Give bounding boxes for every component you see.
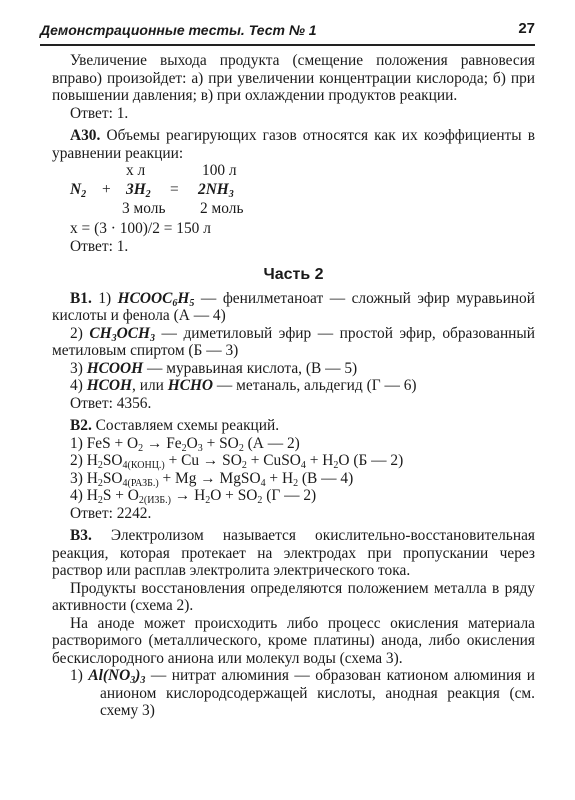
a29-answer: Ответ: 1. [70,104,129,122]
eq-h2: $3H_2$ [126,181,151,200]
b3-item-1: 1) $Al(NO_3)_3$ — нитрат алюминия — образован катионом алюминия и анионом кислородсодержащей кислоты, анодная реакция (см. схему 3) [70,667,535,719]
b1-formula-4b: HCHO [167,377,214,394]
b2-answer: Ответ: 2242. [70,504,152,522]
b3-paragraph-2: Продукты восстановления определяются положением металла в ряду активности (схема 2). [52,579,535,614]
eq-above-nh3: 100 л [202,162,237,179]
a30-answer: Ответ: 1. [70,237,129,255]
a29-text: Увеличение выхода продукта (смещение положения равновесия вправо) произойдет: а) при увеличении концентрации кислорода; б) при повышении давления; в) при охлаждении продуктов реакции. [52,52,535,104]
b1-formula-2: $CH_3OCH_3$ [89,324,155,344]
b3-formula-1: $Al(NO_3)_3$ [88,667,146,686]
b1-formula-1: $HCOOC_6H_5$ [117,289,195,309]
a30-calc: x = (3 · 100)/2 = 150 л [70,220,211,237]
a30-question [52,127,535,162]
b3-label: В3. [70,527,92,544]
b1-item-3: 3) HCOOH — муравьиная кислота, (В — 5) [70,359,358,377]
b1-item-1: В1. 1) $HCOOC_6H_5$ — фенилметаноат — сложный эфир муравьиной кислоты и фенола (А — 4) [52,289,535,324]
running-title: Демонстрационные тесты. Тест № 1 [40,22,317,38]
page-number: 27 [518,20,535,37]
part2-heading: Часть 2 [263,266,324,283]
b2-reaction-2: 2) $H_2SO_{4(КОНЦ.)} + Cu \to SO_2$ + CuSO$_4$ + $H_2O$ (Б — 2) [70,452,404,471]
b1-answer: Ответ: 4356. [70,394,152,412]
b1-item-4: 4) HCOH, или HCHO — метаналь, альдегид (Г — 6) [70,377,417,394]
b2-reaction-4: 4) $H_2S + O_{2(ИЗБ.)} \to H_2O + SO_2$ (Г — 2) [70,487,317,506]
b1-item-2: 2) $CH_3OCH_3$ — диметиловый эфир — простой эфир, образованный метиловым спиртом (Б — 3) [52,324,535,359]
page-content [52,52,535,720]
a30-equation [52,162,535,220]
b2-label: В2. [70,417,92,434]
b2-reaction-3: 3) $H_2SO_{4(РАЗБ.)} + Mg$ → MgSO$_4$ + $H_2$ (В — 4) [70,469,354,489]
eq-above-h2: x л [126,162,146,179]
page-header [40,20,535,46]
eq-equals: = [170,181,179,198]
eq-plus: + [102,181,111,198]
b1-label: В1. [70,289,92,307]
b3-paragraph-1: В3. Электролизом называется окислительно-восстановительная реакция, которая протекает на электродах при пропускании через раствор или расплав электролита электрического тока. [52,527,535,579]
b3-paragraph-3: На аноде может происходить либо процесс окисления материала растворимого (металлического, кроме платины) анода, либо окисления бескислородного аниона или молекул воды (схема 3). [52,614,535,667]
eq-below-nh3: 2 моль [200,200,244,217]
b2-intro: В2. Составляем схемы реакций. [70,417,280,434]
a30-text: Объемы реагирующих газов относятся как их коэффициенты в уравнении реакции: [52,127,535,162]
eq-nh3: $2NH_3$ [198,181,234,200]
b1-formula-3: HCOOH [86,359,144,377]
eq-n2: $N_2$ [70,181,87,200]
eq-below-h2: 3 моль [122,200,166,217]
a30-label: А30. [70,127,101,144]
b2-reaction-1: 1) FeS + $O_2 \to Fe_2O_3 + SO_2$ (А — 2) [70,434,300,454]
b1-formula-4a: HCOH [86,377,133,394]
